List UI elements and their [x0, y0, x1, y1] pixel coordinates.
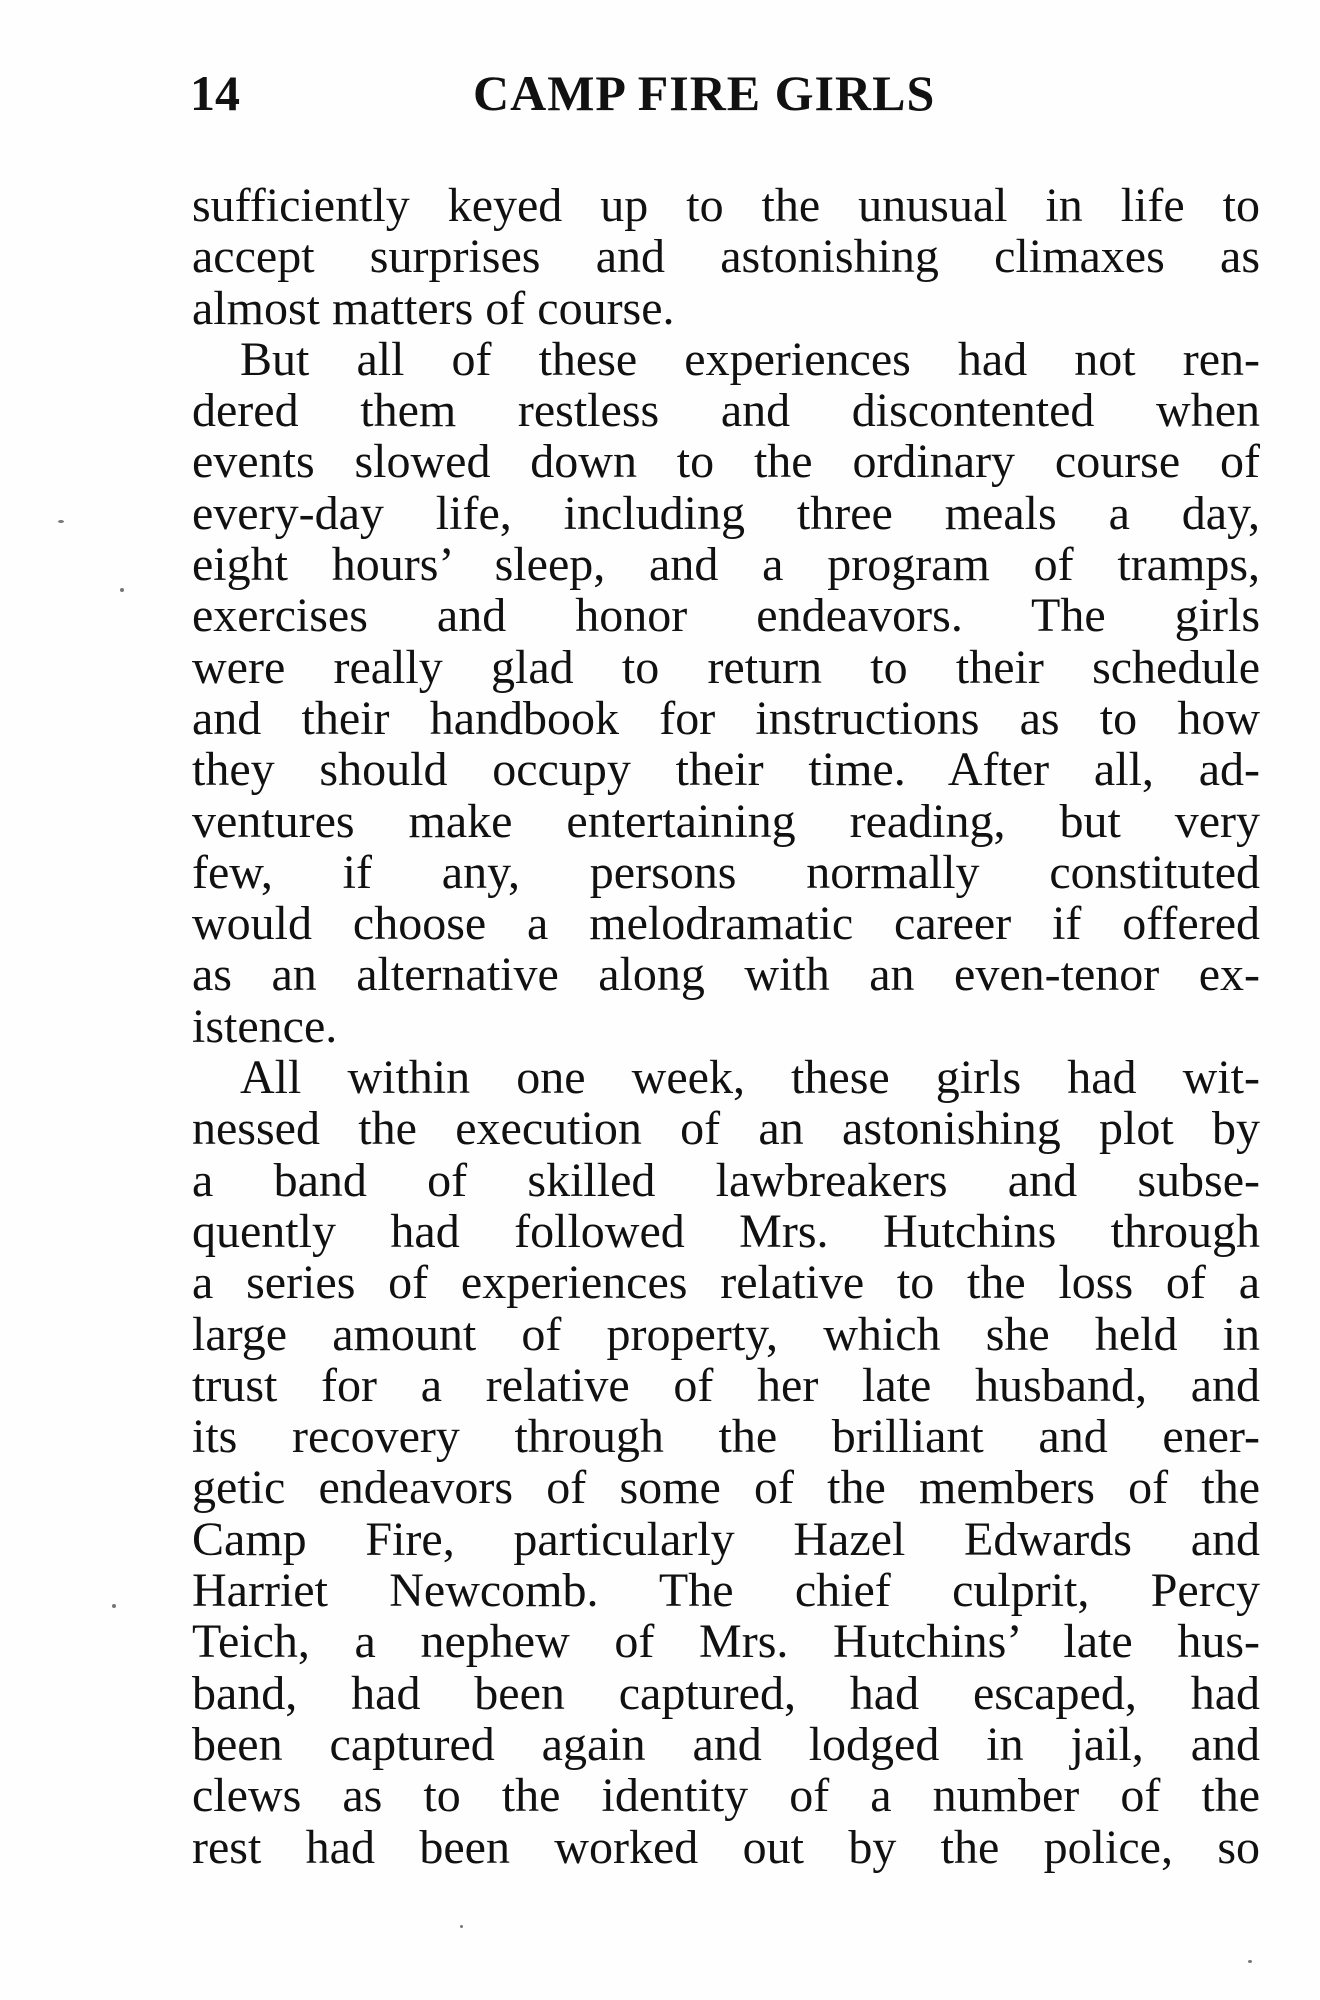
text-line: as an alternative along with an even-tenor ex-	[192, 948, 1260, 1002]
page-number: 14	[190, 65, 240, 121]
text-line: were really glad to return to their schedule	[192, 640, 1260, 694]
text-line: events slowed down to the ordinary course of	[192, 435, 1260, 489]
text-line: All within one week, these girls had wit-	[240, 1051, 1260, 1105]
text-line: Harriet Newcomb. The chief culprit, Percy	[192, 1564, 1260, 1618]
scan-speck	[112, 1604, 116, 1608]
text-line: Teich, a nephew of Mrs. Hutchins’ late hus-	[192, 1615, 1260, 1669]
text-line: nessed the execution of an astonishing plot by	[192, 1102, 1260, 1156]
text-line: a series of experiences relative to the loss of a	[192, 1256, 1260, 1310]
text-line: and their handbook for instructions as to how	[192, 691, 1260, 745]
book-title: CAMP FIRE GIRLS	[473, 65, 936, 121]
scan-speck	[120, 588, 124, 592]
text-line: exercises and honor endeavors. The girls	[192, 589, 1260, 643]
text-line: accept surprises and astonishing climaxes as	[192, 230, 1260, 284]
text-line: almost matters of course.	[192, 281, 675, 335]
text-line: istence.	[192, 999, 338, 1053]
text-line: they should occupy their time. After all, ad-	[192, 743, 1260, 797]
text-line: its recovery through the brilliant and ener-	[192, 1410, 1260, 1464]
text-line: been captured again and lodged in jail, and	[192, 1717, 1260, 1771]
text-line: a band of skilled lawbreakers and subse-	[192, 1153, 1260, 1207]
text-line: quently had followed Mrs. Hutchins through	[192, 1204, 1260, 1258]
text-line: eight hours’ sleep, and a program of tramps,	[192, 538, 1260, 592]
text-line: rest had been worked out by the police, so	[192, 1820, 1260, 1874]
text-line: would choose a melodramatic career if offered	[192, 897, 1260, 951]
text-line: every-day life, including three meals a day,	[192, 486, 1260, 540]
scan-speck	[1248, 1960, 1252, 1963]
text-line: dered them restless and discontented when	[192, 384, 1260, 438]
scan-speck	[58, 520, 64, 523]
body-text	[192, 180, 1260, 1873]
running-head	[190, 58, 1270, 128]
scan-speck	[460, 1925, 463, 1928]
text-line: Camp Fire, particularly Hazel Edwards and	[192, 1512, 1260, 1566]
text-line: But all of these experiences had not ren-	[240, 332, 1260, 386]
text-line: ventures make entertaining reading, but very	[192, 794, 1260, 848]
text-line: large amount of property, which she held in	[192, 1307, 1260, 1361]
text-line: getic endeavors of some of the members of the	[192, 1461, 1260, 1515]
text-line: few, if any, persons normally constituted	[192, 845, 1260, 899]
text-line: trust for a relative of her late husband, and	[192, 1358, 1260, 1412]
text-line: sufficiently keyed up to the unusual in life to	[192, 179, 1260, 232]
text-line: clews as to the identity of a number of the	[192, 1769, 1260, 1823]
text-line: band, had been captured, had escaped, had	[192, 1666, 1260, 1720]
